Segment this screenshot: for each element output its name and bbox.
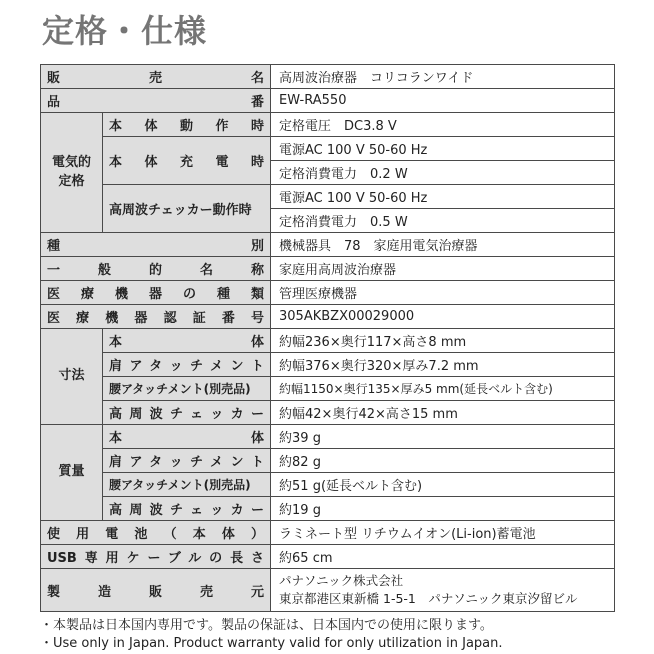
- row-value-mass-waist: 約51 g(延長ベルト含む): [271, 473, 615, 497]
- table-row: [41, 233, 615, 257]
- row-label-charging: 本体充電時: [103, 137, 271, 185]
- table-row: [41, 449, 615, 473]
- row-value-cert: 305AKBZX00029000: [271, 305, 615, 329]
- row-value-checker-consumption: 定格消費電力 0.5 W: [271, 209, 615, 233]
- table-row: [41, 137, 615, 161]
- table-row: [41, 377, 615, 401]
- row-value-charging-power: 電源AC 100 V 50-60 Hz: [271, 137, 615, 161]
- seller-line2: 東京都港区東新橋 1-5-1 パナソニック東京汐留ビル: [279, 591, 578, 606]
- table-row: [41, 401, 615, 425]
- table-row: [41, 521, 615, 545]
- row-label-mass-checker: 高周波チェッカー: [103, 497, 271, 521]
- group-label-rated-line2: 定格: [58, 173, 85, 189]
- row-label-dim-waist: 腰アタッチメント(別売品): [103, 377, 271, 401]
- row-value-generic: 家庭用高周波治療器: [271, 257, 615, 281]
- row-value-mass-shoulder: 約82 g: [271, 449, 615, 473]
- group-label-rated: [41, 113, 103, 233]
- row-label-dim-checker: 高周波チェッカー: [103, 401, 271, 425]
- row-label-category: 種別: [41, 233, 271, 257]
- row-label-cert: 医療機器認証番号: [41, 305, 271, 329]
- table-row: [41, 257, 615, 281]
- row-label-mass-body: 本体: [103, 425, 271, 449]
- row-label-mass-shoulder: 肩アタッチメント: [103, 449, 271, 473]
- row-value-dim-waist: 約幅1150×奥行135×厚み5 mm(延長ベルト含む): [271, 377, 615, 401]
- row-label-mass-waist: 腰アタッチメント(別売品): [103, 473, 271, 497]
- row-value-mass-checker: 約19 g: [271, 497, 615, 521]
- row-label-model: 品番: [41, 89, 271, 113]
- footnote-en: ・Use only in Japan. Product warranty valid for only utilization in Japan.: [40, 636, 503, 651]
- row-label-generic: 一般的名称: [41, 257, 271, 281]
- table-row: [41, 473, 615, 497]
- table-row: [41, 425, 615, 449]
- row-value-operating: 定格電圧 DC3.8 V: [271, 113, 615, 137]
- row-label-operating: 本体動作時: [103, 113, 271, 137]
- row-label-usb-cable: USB専用ケーブルの長さ: [41, 545, 271, 569]
- table-row: [41, 65, 615, 89]
- footnotes: [40, 617, 503, 653]
- table-row: [41, 329, 615, 353]
- row-value-mass-body: 約39 g: [271, 425, 615, 449]
- table-row: [41, 305, 615, 329]
- row-value-dim-body: 約幅236×奥行117×高さ8 mm: [271, 329, 615, 353]
- row-label-checker: 高周波チェッカー動作時: [103, 185, 271, 233]
- row-value-charging-consumption: 定格消費電力 0.2 W: [271, 161, 615, 185]
- table-row: [41, 185, 615, 209]
- table-row: [41, 569, 615, 612]
- row-value-dim-shoulder: 約幅376×奥行320×厚み7.2 mm: [271, 353, 615, 377]
- table-row: [41, 497, 615, 521]
- table-row: [41, 113, 615, 137]
- row-value-checker-power: 電源AC 100 V 50-60 Hz: [271, 185, 615, 209]
- seller-line1: パナソニック株式会社: [279, 573, 404, 588]
- row-value-battery: ラミネート型 リチウムイオン(Li-ion)蓄電池: [271, 521, 615, 545]
- row-value-name: 高周波治療器 コリコランワイド: [271, 65, 615, 89]
- group-label-dimensions: 寸法: [41, 329, 103, 425]
- table-row: [41, 353, 615, 377]
- row-label-name: 販売名: [41, 65, 271, 89]
- table-row: [41, 545, 615, 569]
- row-value-usb-cable: 約65 cm: [271, 545, 615, 569]
- group-label-mass: 質量: [41, 425, 103, 521]
- table-row: [41, 89, 615, 113]
- row-label-seller: 製造販売元: [41, 569, 271, 612]
- table-row: [41, 281, 615, 305]
- row-label-dim-body: 本体: [103, 329, 271, 353]
- row-value-dim-checker: 約幅42×奥行42×高さ15 mm: [271, 401, 615, 425]
- row-value-seller: [271, 569, 615, 612]
- footnote-jp: ・本製品は日本国内専用です。製品の保証は、日本国内での使用に限ります。: [40, 618, 493, 633]
- page-title: 定格・仕様: [42, 12, 208, 50]
- row-value-device-class: 管理医療機器: [271, 281, 615, 305]
- spec-table: [40, 64, 615, 612]
- row-label-dim-shoulder: 肩アタッチメント: [103, 353, 271, 377]
- row-value-model: EW-RA550: [271, 89, 615, 113]
- row-value-category: 機械器具 78 家庭用電気治療器: [271, 233, 615, 257]
- group-label-rated-line1: 電気的: [51, 155, 91, 171]
- row-label-device-class: 医療機器の種類: [41, 281, 271, 305]
- row-label-battery: 使用電池（本体）: [41, 521, 271, 545]
